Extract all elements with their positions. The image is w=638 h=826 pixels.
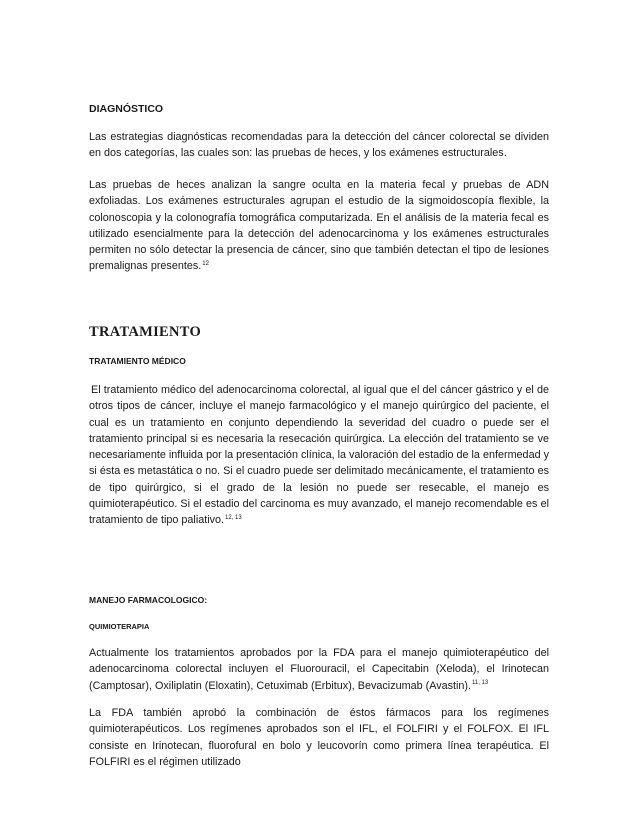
reference-marker: 12, 13 bbox=[225, 514, 242, 521]
diagnostico-paragraph-2 bbox=[89, 177, 549, 275]
tratamiento-heading: TRATAMIENTO bbox=[89, 324, 202, 340]
quimioterapia-subheading: QUIMIOTERAPIA bbox=[89, 622, 150, 631]
paragraph-text: El tratamiento médico del adenocarcinoma colorectal, al igual que el del cáncer gástrico y el de otros tipos de cáncer, incluye el manejo farmacológico y el manejo quirúrgico del paciente, el cual es un tratamiento en conjunto dependiendo la severidad del cuadro o puede ser el tratamiento principal si es necesaria la resecación quirúrgica. La elección del tratamiento se ve necesariamente influida por la presentación clínica, la valoración del estadio de la enfermedad y si ésta es metastática o no. Si el cuadro puede ser delimitado mecánicamente, el tratamiento es de tipo quirúrgico, si el grado de la lesión no puede ser resecable, el manejo es quimioterapéutico. Si el estadio del carcinoma es muy avanzado, el manejo recomendable es el tratamiento de tipo paliativo. bbox=[89, 384, 549, 527]
manejo-heading: MANEJO FARMACOLOGICO: bbox=[89, 595, 208, 605]
tratamiento-subheading: TRATAMIENTO MÉDICO bbox=[89, 356, 186, 366]
paragraph-text: Las estrategias diagnósticas recomendadas para la detección del cáncer colorectal se dividen en dos categorías, las cuales son: las pruebas de heces, y los exámenes estructurales. bbox=[89, 131, 549, 160]
diagnostico-heading: DIAGNÓSTICO bbox=[89, 103, 164, 115]
paragraph-text: Actualmente los tratamientos aprobados por la FDA para el manejo quimioterapéutico del adenocarcinoma colorectal incluyen el Fluorouracil, el Capecitabin (Xeloda), el Irinotecan (Camptosar), Oxiliplatin (Eloxatin), Cetuximab (Erbitux), Bevacizumab (Avastin). bbox=[89, 647, 549, 692]
reference-marker: 11, 13 bbox=[472, 680, 489, 686]
reference-marker: 12 bbox=[202, 260, 209, 267]
diagnostico-paragraph-1 bbox=[89, 129, 549, 162]
manejo-paragraph-1 bbox=[89, 645, 549, 694]
tratamiento-paragraph-1 bbox=[89, 382, 549, 529]
paragraph-text: Las pruebas de heces analizan la sangre oculta en la materia fecal y pruebas de ADN exfoliadas. Los exámenes estructurales agrupan el estudio de la sigmoidoscopía flexible, la colonoscopia y la colonografía tomográfica computarizada. En el análisis de la materia fecal es utilizado esencialmente para la detección del adenocarcinoma y los exámenes estructurales permiten no sólo detectar la presencia de cáncer, sino que también detectan el tipo de lesiones premalignas presentes. bbox=[89, 179, 549, 273]
manejo-paragraph-2 bbox=[89, 705, 549, 770]
paragraph-text: La FDA también aprobó la combinación de éstos fármacos para los regímenes quimioterapéuticos. Los regímenes aprobados son el IFL, el FOLFIRI y el FOLFOX. El IFL consiste en Irinotecan, fluorofural en bolo y leucovorín como primera línea terapéutica. El FOLFIRI es el régimen utilizado bbox=[89, 707, 549, 768]
